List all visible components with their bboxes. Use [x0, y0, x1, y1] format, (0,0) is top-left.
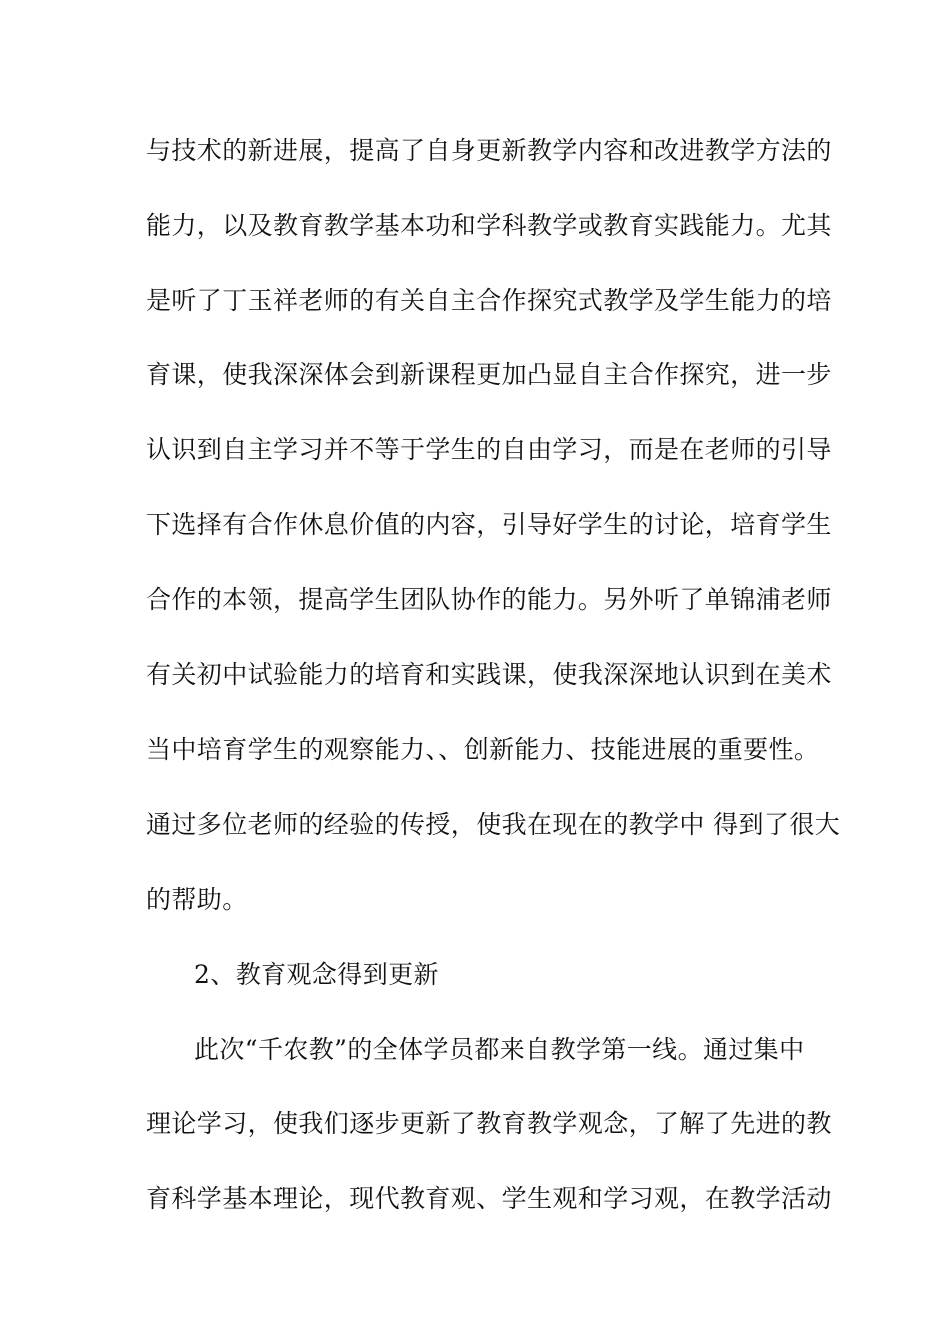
paragraph-line: 认识到自主学习并不等于学生的自由学习，而是在老师的引导 [146, 435, 832, 464]
paragraph-line: 育科学基本理论，现代教育观、学生观和学习观，在教学活动 [146, 1184, 832, 1213]
paragraph-line: 合作的本领，提高学生团队协作的能力。另外听了单锦浦老师 [146, 585, 832, 614]
paragraph-line: 是听了丁玉祥老师的有关自主合作探究式教学及学生能力的培 [146, 286, 832, 315]
paragraph-line: 通过多位老师的经验的传授，使我在现在的教学中 得到了很大 [146, 810, 841, 839]
paragraph-line: 有关初中试验能力的培育和实践课，使我深深地认识到在美术 [146, 660, 832, 689]
paragraph-line: 理论学习，使我们逐步更新了教育教学观念，了解了先进的教 [146, 1109, 832, 1138]
paragraph-line: 与技术的新进展，提高了自身更新教学内容和改进教学方法的 [146, 136, 832, 165]
paragraph-line: 当中培育学生的观察能力、、创新能力、技能进展的重要性。 [146, 735, 820, 764]
paragraph-line: 的帮助。 [146, 885, 248, 914]
paragraph-line: 能力，以及教育教学基本功和学科教学或教育实践能力。尤其 [146, 211, 832, 240]
paragraph-line: 育课，使我深深体会到新课程更加凸显自主合作探究，进一步 [146, 360, 832, 389]
paragraph-line: 下选择有合作休息价值的内容，引导好学生的讨论，培育学生 [146, 510, 832, 539]
paragraph-line: 此次“千农教”的全体学员都来自教学第一线。通过集中 [194, 1035, 805, 1064]
section-heading: 2、教育观念得到更新 [194, 960, 439, 989]
